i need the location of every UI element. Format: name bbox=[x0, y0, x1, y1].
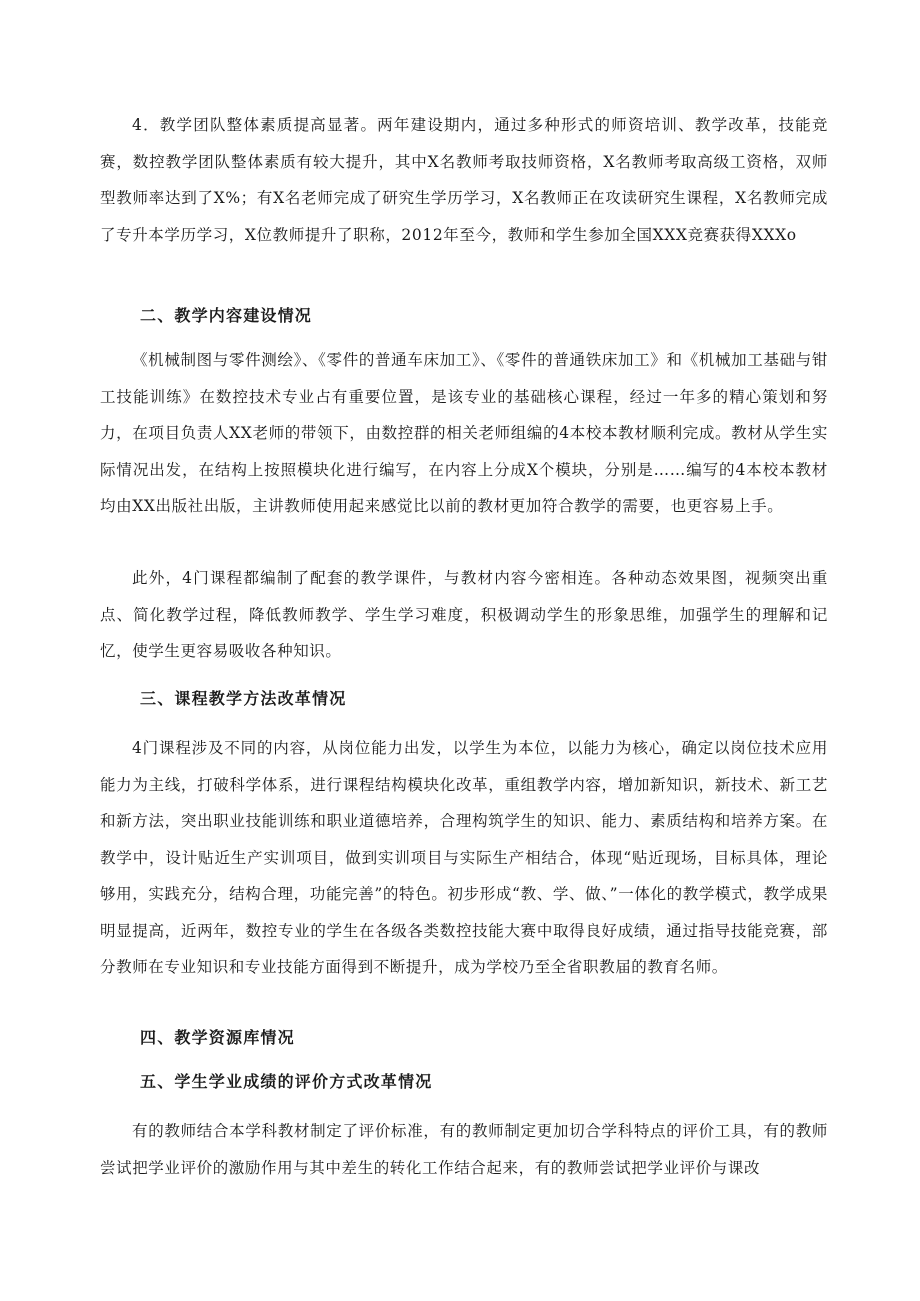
paragraph-textbooks: 《机械制图与零件测绘》、《零件的普通车床加工》、《零件的普通铁床加工》和《机械加工基础与钳工技能训练》在数控技术专业占有重要位置，是该专业的基础核心课程，经过一年多的精心策划和努力，在项目负责人XX老师的带领下，由数控群的相关老师组编的4本校本教材顺利完成。教材从学生实际情况出发，在结构上按照模块化进行编写，在内容上分成X个模块，分别是……编写的4本校本教材均由XX出版社出版，主讲教师使用起来感觉比以前的教材更加符合教学的需要，也更容易上手。 bbox=[100, 351, 828, 515]
paragraph-teaching-team: 4．教学团队整体素质提高显著。两年建设期内，通过多种形式的师资培训、教学改革，技能竞赛，数控教学团队整体素质有较大提升，其中X名教师考取技师资格，X名教师考取高级工资格，双师型教师率达到了X%；有X名老师完成了研究生学历学习，X名教师正在攻读研究生课程，X名教师完成了专升本学历学习，X位教师提升了职称，2012年至今，教师和学生参加全国XXX竞赛获得XXXo bbox=[100, 116, 828, 244]
heading-content-construction: 二、教学内容建设情况 bbox=[140, 306, 313, 325]
paragraph-courseware: 此外，4门课程都编制了配套的教学课件，与教材内容今密相连。各种动态效果图，视频突出重点、简化教学过程，降低教师教学、学生学习难度，积极调动学生的形象思维，加强学生的理解和记忆，使学生更容易吸收各种知识。 bbox=[100, 569, 828, 660]
paragraph-evaluation: 有的教师结合本学科教材制定了评价标准，有的教师制定更加切合学科特点的评价工具，有的教师尝试把学业评价的激励作用与其中差生的转化工作结合起来，有的教师尝试把学业评价与课改 bbox=[100, 1122, 828, 1177]
heading-resource-library: 四、教学资源库情况 bbox=[140, 1028, 295, 1047]
heading-method-reform: 三、课程教学方法改革情况 bbox=[140, 689, 347, 708]
heading-evaluation-reform: 五、学生学业成绩的评价方式改革情况 bbox=[140, 1072, 433, 1091]
paragraph-method-reform: 4门课程涉及不同的内容，从岗位能力出发，以学生为本位，以能力为核心，确定以岗位技术应用能力为主线，打破科学体系，进行课程结构模块化改革，重组教学内容，增加新知识，新技术、新工艺和新方法，突出职业技能训练和职业道德培养，合理构筑学生的知识、能力、素质结构和培养方案。在教学中，设计贴近生产实训项目，做到实训项目与实际生产相结合，体现“贴近现场，目标具体，理论够用，实践充分，结构合理，功能完善”的特色。初步形成“教、学、做、”一体化的教学模式，教学成果明显提高，近两年，数控专业的学生在各级各类数控技能大赛中取得良好成绩，通过指导技能竞赛，部分教师在专业知识和专业技能方面得到不断提升，成为学校乃至全省职教届的教育名师。 bbox=[100, 739, 828, 976]
